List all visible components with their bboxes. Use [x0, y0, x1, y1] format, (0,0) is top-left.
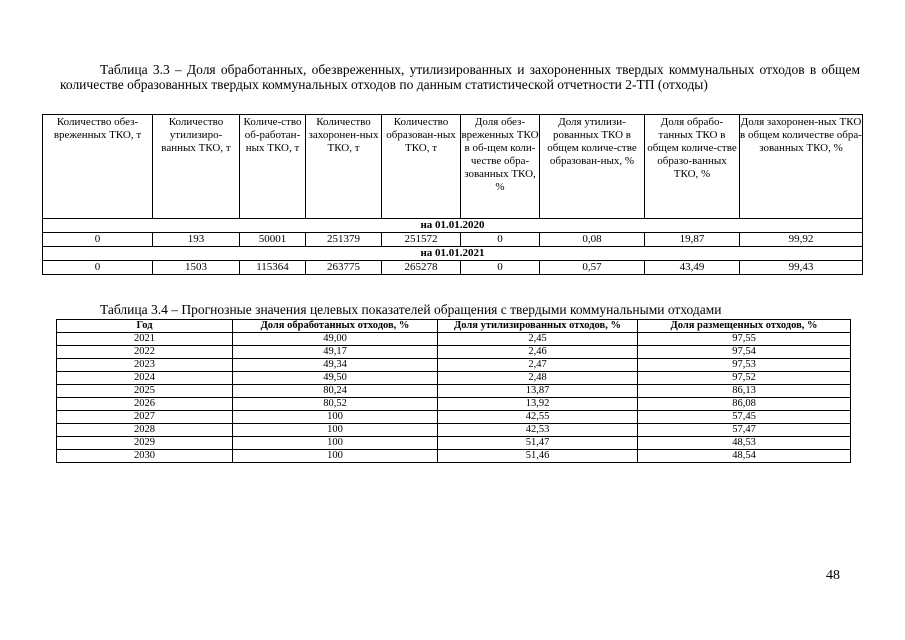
table-cell: 99,92 — [740, 233, 863, 247]
column-header: Доля обез-вреженных ТКО в об-щем коли-честве обра-зованных ТКО, % — [461, 115, 540, 219]
section-label: на 01.01.2021 — [43, 247, 863, 261]
column-header: Доля обработанных отходов, % — [233, 320, 438, 333]
table-row — [57, 385, 851, 398]
table-cell: 49,34 — [233, 359, 438, 372]
table-cell: 42,53 — [438, 424, 638, 437]
table-cell: 43,49 — [645, 261, 740, 275]
column-header: Количе-ство об-работан-ных ТКО, т — [240, 115, 306, 219]
table-cell: 2,47 — [438, 359, 638, 372]
table-cell: 2021 — [57, 333, 233, 346]
table-cell: 80,52 — [233, 398, 438, 411]
table-cell: 51,47 — [438, 437, 638, 450]
table-row — [57, 411, 851, 424]
table-3-3-caption: Таблица 3.3 – Доля обработанных, обезвреженных, утилизированных и захороненных твердых коммунальных отходов в общем количестве образованных твердых коммунальных отходов по данным статистической отчетности 2-ТП (отходы) — [60, 62, 860, 92]
table-row — [57, 398, 851, 411]
table-cell: 0,08 — [540, 233, 645, 247]
column-header: Год — [57, 320, 233, 333]
table-3-3 — [42, 114, 863, 275]
table-cell: 2030 — [57, 450, 233, 463]
table-cell: 51,46 — [438, 450, 638, 463]
table-row — [57, 424, 851, 437]
table-cell: 2026 — [57, 398, 233, 411]
table-cell: 13,92 — [438, 398, 638, 411]
table-cell: 115364 — [240, 261, 306, 275]
page-number: 48 — [826, 568, 840, 583]
table-cell: 193 — [153, 233, 240, 247]
table-cell: 97,55 — [638, 333, 851, 346]
table-row — [43, 261, 863, 275]
column-header: Доля размещенных отходов, % — [638, 320, 851, 333]
table-cell: 48,53 — [638, 437, 851, 450]
table-row — [57, 450, 851, 463]
table-cell: 2025 — [57, 385, 233, 398]
table-cell: 86,13 — [638, 385, 851, 398]
table-cell: 2022 — [57, 346, 233, 359]
table-cell: 0 — [461, 261, 540, 275]
table-cell: 42,55 — [438, 411, 638, 424]
table-cell: 50001 — [240, 233, 306, 247]
table-cell: 19,87 — [645, 233, 740, 247]
table-row — [57, 346, 851, 359]
table-cell: 265278 — [382, 261, 461, 275]
table-cell: 13,87 — [438, 385, 638, 398]
table-cell: 2023 — [57, 359, 233, 372]
table-header-row — [57, 320, 851, 333]
section-label: на 01.01.2020 — [43, 219, 863, 233]
table-cell: 57,45 — [638, 411, 851, 424]
column-header: Доля обрабо-танных ТКО в общем количе-стве образо-ванных ТКО, % — [645, 115, 740, 219]
table-cell: 2024 — [57, 372, 233, 385]
table-cell: 97,52 — [638, 372, 851, 385]
table-cell: 1503 — [153, 261, 240, 275]
column-header: Количество утилизиро-ванных ТКО, т — [153, 115, 240, 219]
column-header: Количество образован-ных ТКО, т — [382, 115, 461, 219]
table-cell: 80,24 — [233, 385, 438, 398]
table-cell: 100 — [233, 437, 438, 450]
table-cell: 86,08 — [638, 398, 851, 411]
table-cell: 2,46 — [438, 346, 638, 359]
table-cell: 263775 — [306, 261, 382, 275]
table-3-4-caption: Таблица 3.4 – Прогнозные значения целевых показателей обращения с твердыми коммунальными отходами — [100, 302, 722, 317]
table-row — [57, 372, 851, 385]
table-cell: 97,53 — [638, 359, 851, 372]
column-header: Количество обез-вреженных ТКО, т — [43, 115, 153, 219]
table-3-4 — [56, 319, 851, 463]
table-header-row — [43, 115, 863, 219]
column-header: Доля утилизи-рованных ТКО в общем количе-стве образован-ных, % — [540, 115, 645, 219]
table-cell: 0 — [43, 261, 153, 275]
table-cell: 57,47 — [638, 424, 851, 437]
section-row — [43, 219, 863, 233]
table-cell: 49,17 — [233, 346, 438, 359]
table-cell: 251379 — [306, 233, 382, 247]
table-cell: 0 — [43, 233, 153, 247]
column-header: Количество захоронен-ных ТКО, т — [306, 115, 382, 219]
table-cell: 2028 — [57, 424, 233, 437]
table-row — [57, 437, 851, 450]
section-row — [43, 247, 863, 261]
table-cell: 99,43 — [740, 261, 863, 275]
table-cell: 48,54 — [638, 450, 851, 463]
column-header: Доля захоронен-ных ТКО в общем количестве обра-зованных ТКО, % — [740, 115, 863, 219]
table-row — [57, 333, 851, 346]
table-cell: 0,57 — [540, 261, 645, 275]
table-cell: 2029 — [57, 437, 233, 450]
table-row — [57, 359, 851, 372]
table-cell: 100 — [233, 411, 438, 424]
column-header: Доля утилизированных отходов, % — [438, 320, 638, 333]
table-cell: 0 — [461, 233, 540, 247]
table-cell: 100 — [233, 450, 438, 463]
table-cell: 2027 — [57, 411, 233, 424]
table-row — [43, 233, 863, 247]
table-cell: 49,50 — [233, 372, 438, 385]
table-cell: 251572 — [382, 233, 461, 247]
table-cell: 100 — [233, 424, 438, 437]
table-cell: 2,45 — [438, 333, 638, 346]
table-cell: 2,48 — [438, 372, 638, 385]
table-cell: 97,54 — [638, 346, 851, 359]
table-cell: 49,00 — [233, 333, 438, 346]
